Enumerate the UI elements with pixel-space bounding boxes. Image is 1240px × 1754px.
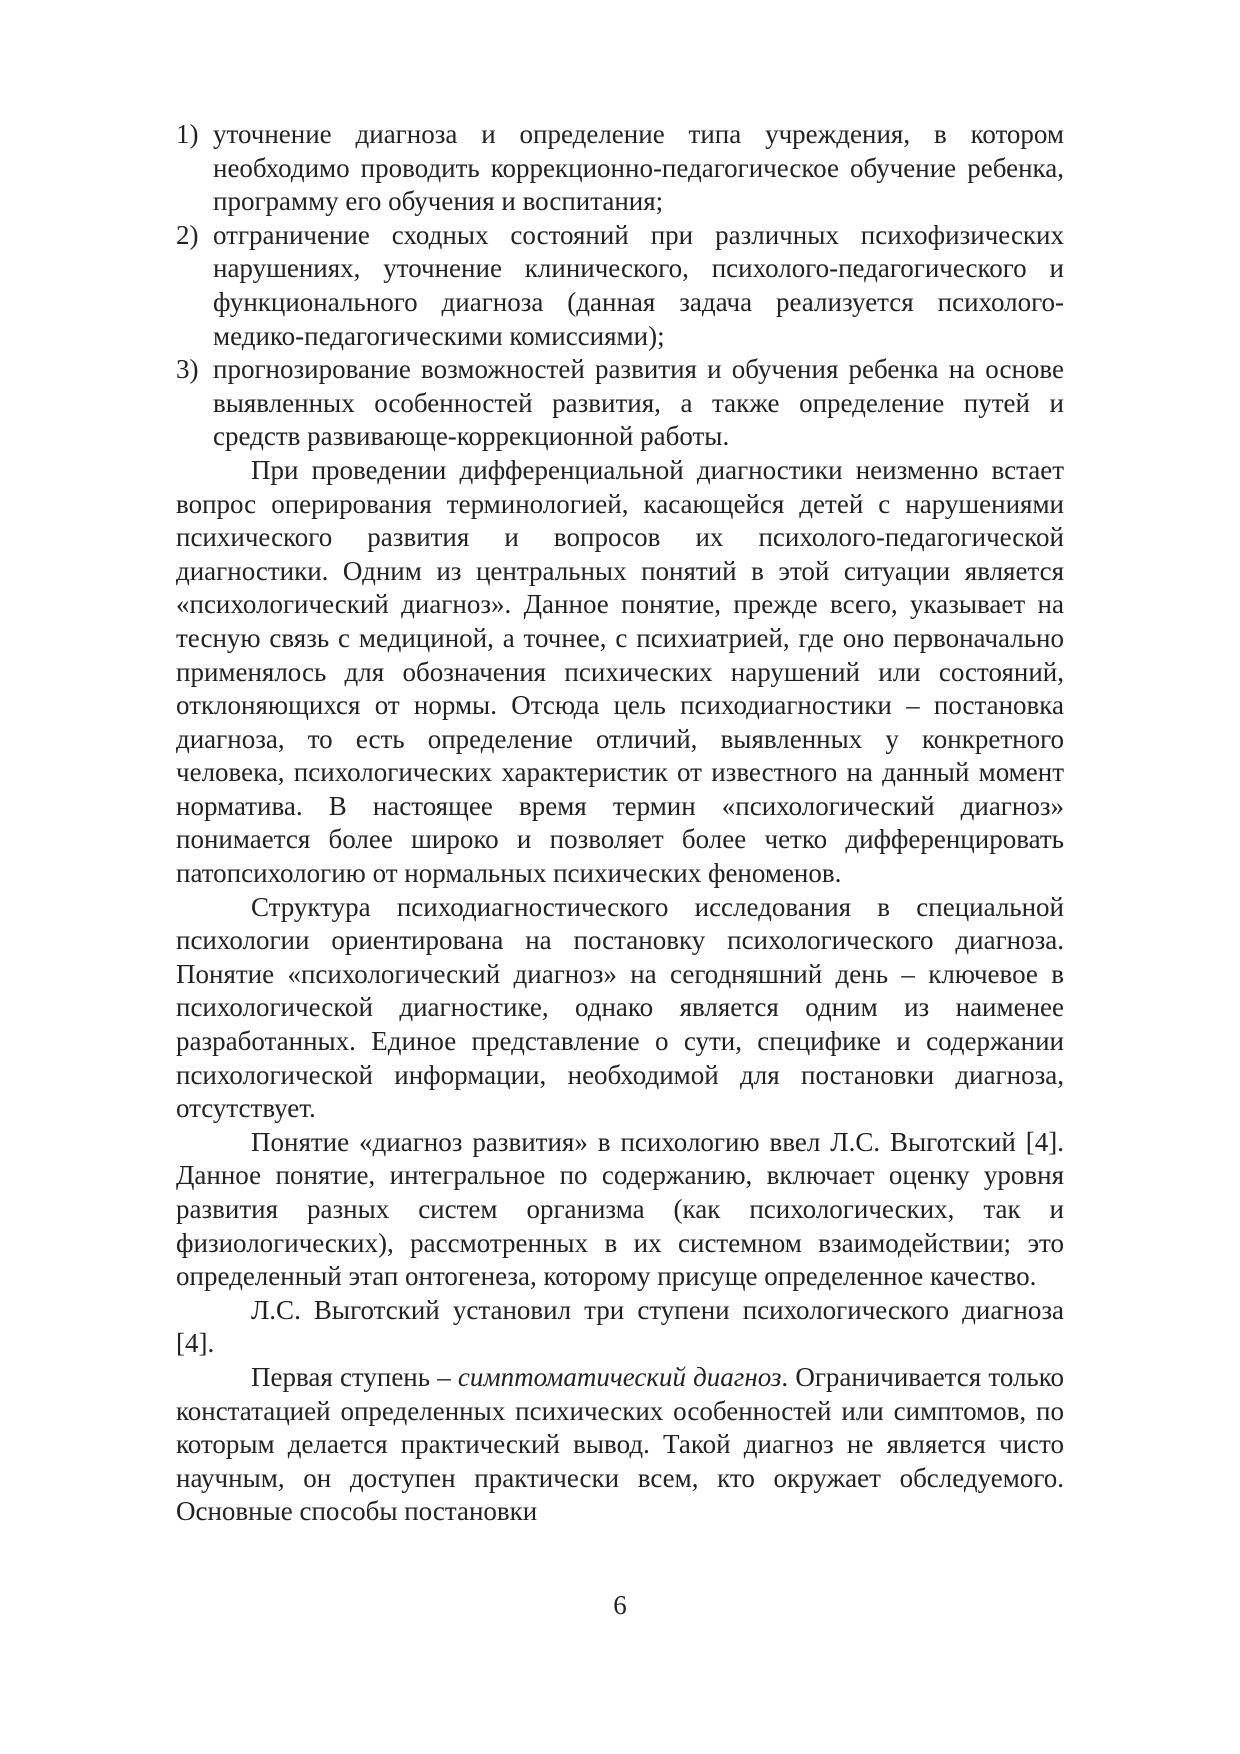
list-item-number: 1) <box>176 119 199 149</box>
goals-list <box>176 118 1064 454</box>
paragraph-symptomatic-diagnosis <box>176 1361 1064 1529</box>
paragraph: Л.С. Выготский установил три ступени психологического диагноза [4]. <box>176 1294 1064 1359</box>
paragraph: Структура психодиагностического исследования в специальной психологии ориентирована на постановку психологического диагноза. Понятие «психологический диагноз» на сегодняшний день – ключевое в психологической диагностике, однако является одним из наименее разработанных. Единое представление о сути, специфике и содержании психологической информации, необходимой для постановки диагноза, отсутствует. <box>176 891 1064 1124</box>
list-item-number: 2) <box>176 219 199 250</box>
list-item-text: прогнозирование возможностей развития и обучения ребенка на основе выявленных особенностей развития, а также определение путей и средств развивающе-коррекционной работы. <box>213 354 1064 452</box>
page-body <box>176 118 1064 1529</box>
list-item <box>176 118 1064 219</box>
emphasis-term: симптоматический диагноз <box>457 1361 782 1392</box>
paragraph-lead: Первая ступень – <box>251 1361 458 1392</box>
paragraph-rest: . Ограничивается только констатацией определенных психических особенностей или симптомов, по которым делается практический вывод. Такой диагноз не является чисто научным, он доступен практически всем, кто окружает обследуемого. Основные способы постановки <box>176 1361 1064 1527</box>
paragraph: При проведении дифференциальной диагностики неизменно встает вопрос оперирования терминологией, касающейся детей с нарушениями психического развития и вопросов их психолого-педагогической диагностики. Одним из центральных понятий в этой ситуации является «психологический диагноз». Данное понятие, прежде всего, указывает на тесную связь с медициной, а точнее, с психиатрией, где оно первоначально применялось для обозначения психических нарушений или состояний, отклоняющихся от нормы. Отсюда цель психодиагностики – постановка диагноза, то есть определение отличий, выявленных у конкретного человека, психологических характеристик от известного на данный момент норматива. В настоящее время термин «психологический диагноз» понимается более широко и позволяет более четко дифференцировать патопсихологию от нормальных психических феноменов. <box>176 454 1064 889</box>
list-item <box>176 353 1064 454</box>
paragraph: Понятие «диагноз развития» в психологию ввел Л.С. Выготский [4]. Данное понятие, интегральное по содержанию, включает оценку уровня развития разных систем организма (как психологических, так и физиологических), рассмотренных в их системном взаимодействии; это определенный этап онтогенеза, которому присуще определенное качество. <box>176 1126 1064 1292</box>
list-item-number: 3) <box>176 354 199 385</box>
list-item <box>176 219 1064 353</box>
page-number: 6 <box>613 1590 627 1620</box>
list-item-text: уточнение диагноза и определение типа учреждения, в котором необходимо проводить коррекционно-педагогическое обучение ребенка, программу его обучения и воспитания; <box>213 119 1064 217</box>
list-item-text: отграничение сходных состояний при различных психофизических нарушениях, уточнение клинического, психолого-педагогического и функционального диагноза (данная задача реализуется психолого-медико-педагогическими комиссиями); <box>213 219 1064 351</box>
